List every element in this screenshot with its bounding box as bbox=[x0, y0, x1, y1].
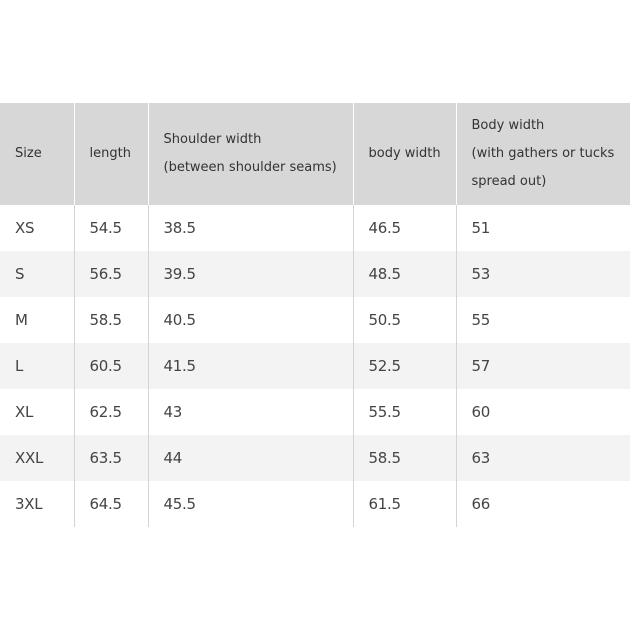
cell-size: M bbox=[0, 297, 74, 343]
cell-body-width: 48.5 bbox=[353, 251, 456, 297]
cell-length: 56.5 bbox=[74, 251, 148, 297]
cell-shoulder-width: 41.5 bbox=[148, 343, 353, 389]
cell-length: 58.5 bbox=[74, 297, 148, 343]
header-row bbox=[0, 103, 630, 205]
cell-body-width: 50.5 bbox=[353, 297, 456, 343]
header-size bbox=[0, 103, 74, 205]
cell-size: XXL bbox=[0, 435, 74, 481]
cell-length: 64.5 bbox=[74, 481, 148, 527]
cell-body-width-gathers: 57 bbox=[456, 343, 630, 389]
header-body-width bbox=[353, 103, 456, 205]
table-row bbox=[0, 389, 630, 435]
cell-length: 54.5 bbox=[74, 205, 148, 251]
table-row bbox=[0, 481, 630, 527]
cell-shoulder-width: 38.5 bbox=[148, 205, 353, 251]
cell-length: 63.5 bbox=[74, 435, 148, 481]
table-row bbox=[0, 297, 630, 343]
cell-length: 62.5 bbox=[74, 389, 148, 435]
table-row bbox=[0, 435, 630, 481]
header-body-width-gathers-line-2: (with gathers or tucks bbox=[471, 146, 615, 161]
header-shoulder-width bbox=[148, 103, 353, 205]
cell-shoulder-width: 40.5 bbox=[148, 297, 353, 343]
cell-body-width-gathers: 66 bbox=[456, 481, 630, 527]
header-body-width-gathers-line-3: spread out) bbox=[471, 174, 547, 189]
cell-shoulder-width: 43 bbox=[148, 389, 353, 435]
cell-shoulder-width: 44 bbox=[148, 435, 353, 481]
cell-body-width-gathers: 51 bbox=[456, 205, 630, 251]
cell-size: S bbox=[0, 251, 74, 297]
size-chart-body bbox=[0, 205, 630, 527]
cell-body-width-gathers: 60 bbox=[456, 389, 630, 435]
cell-body-width: 61.5 bbox=[353, 481, 456, 527]
table-row bbox=[0, 205, 630, 251]
header-body-width-gathers-line-1: Body width bbox=[471, 118, 545, 133]
header-shoulder-width-line-2: (between shoulder seams) bbox=[163, 160, 337, 175]
cell-size: L bbox=[0, 343, 74, 389]
cell-size: XS bbox=[0, 205, 74, 251]
header-size-line: Size bbox=[15, 146, 42, 161]
table-row bbox=[0, 251, 630, 297]
header-length bbox=[74, 103, 148, 205]
cell-body-width-gathers: 55 bbox=[456, 297, 630, 343]
size-chart-header bbox=[0, 103, 630, 205]
cell-length: 60.5 bbox=[74, 343, 148, 389]
size-chart-table bbox=[0, 103, 630, 527]
cell-body-width: 58.5 bbox=[353, 435, 456, 481]
cell-body-width-gathers: 63 bbox=[456, 435, 630, 481]
header-body-width-line: body width bbox=[368, 146, 441, 161]
header-length-line: length bbox=[89, 146, 131, 161]
cell-size: 3XL bbox=[0, 481, 74, 527]
cell-body-width-gathers: 53 bbox=[456, 251, 630, 297]
cell-body-width: 55.5 bbox=[353, 389, 456, 435]
cell-size: XL bbox=[0, 389, 74, 435]
table-row bbox=[0, 343, 630, 389]
header-body-width-gathers bbox=[456, 103, 630, 205]
cell-body-width: 46.5 bbox=[353, 205, 456, 251]
cell-body-width: 52.5 bbox=[353, 343, 456, 389]
cell-shoulder-width: 39.5 bbox=[148, 251, 353, 297]
cell-shoulder-width: 45.5 bbox=[148, 481, 353, 527]
header-shoulder-width-line-1: Shoulder width bbox=[163, 132, 262, 147]
